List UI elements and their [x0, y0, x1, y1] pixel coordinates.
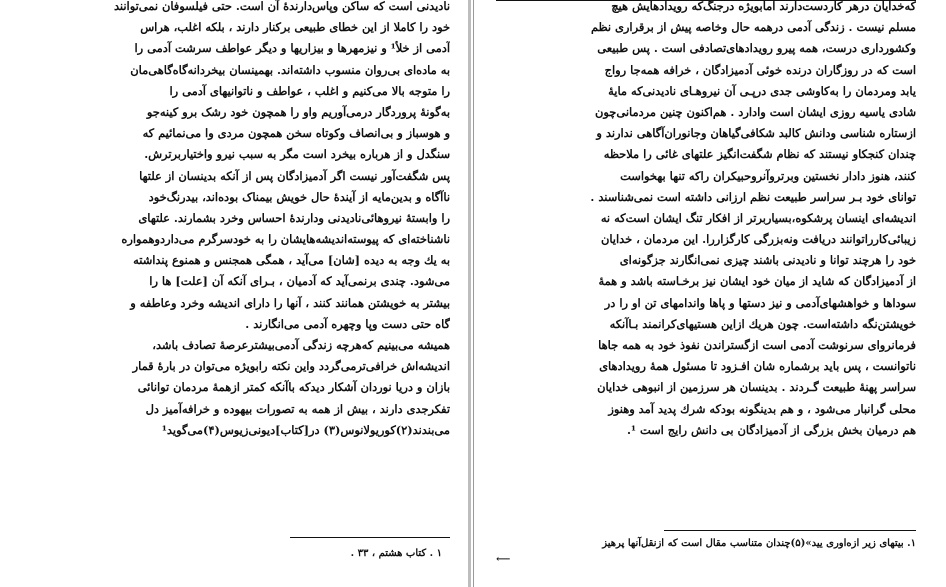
text-line: بازان و دریا نوردان آشکار دیدکه باآنکه کمتر ازهمهٔ مردمان توانائی [137, 380, 450, 395]
text-line: را وابستهٔ نیروهائی‌نادیدنی ودارندهٔ احساس وخرد بشمارند. علتهای [138, 210, 450, 225]
text-line: کنند، هنوز دادار نخستین وبرتروآنروحبیکران راکه تنها بهخواست [620, 168, 916, 183]
text-line: ناآگاه و بدین‌مایه از آیندهٔ حال خویش بیمناک بوده‌اند، بیدرنگ‌خود [148, 189, 450, 204]
text-line: ناشناخته‌ای که پیوسته‌اندیشه‌هایشان را به خودسرگرم می‌دارد‌وهمواره [121, 232, 450, 247]
text-line: چندان کنجکاو نیستند که نظام شگفت‌انگیز علتهای غائی را ملاحظه [603, 147, 916, 162]
text-line: اندیشه‌اش خرافی‌ترمی‌گردد واین نکته رابویژه می‌توان در بارهٔ قمار‌ [132, 359, 450, 374]
text-line: که‌خدایان درهر کاردست‌دارند امابویژه درجنگ‌که رویدادهایش هیچ [611, 0, 916, 13]
text-line: هم درمیان بخش بزرگی از آدمیزادگان بی دانش رایج است ¹. [627, 422, 916, 437]
text-line: ازستاره شناسی ودانش کالبد شکافی‌گیاهان وجانوران‌آگاهی ندارند و [596, 126, 916, 141]
text-line: زیبائی‌کارراتوانند دریافت و‌نه‌بزرگی کارگزاررا. این مردمان ، خدایان [600, 232, 916, 247]
text-line: سراسر پهنهٔ طبیعت گـردند . بدینسان هر سرزمین از انبوهی خدایان [597, 380, 916, 395]
text-line: اندیشه‌ای اینسان پرشکوه،بسیاربرتر از افکار تنگ ایشان است‌که نه [600, 210, 916, 225]
text-line: توانای خود بـر سراسر طبیعت نظم ارزانی داشته است نمی‌شناسند . [590, 189, 916, 204]
text-line: از آدمیزادگان که شاید از میان خود ایشان نیز برخـاسته باشد و همهٔ [598, 274, 916, 289]
text-line: وکشورداری درست، همه پیرو رویدادهای‌تصادفی است . پس طبیعی [597, 41, 916, 56]
text-line: یابد ومردمان را به‌کاوشی جدی درپـی آن نیروهـای نادیدنی‌که مایهٔ [608, 83, 916, 98]
text-line: بیشتر به خویشتن همانند کنند ، آنها را دارای اندیشه وخرد وعاطفه و [130, 295, 450, 310]
text-line: و هوسباز و بی‌انصاف وکوتاه سخن همچون مردی وا می‌نمائیم که [142, 126, 450, 141]
text-line: به‌گونهٔ پروردگار درمی‌آوریم واو را همچون خود رشک برو کینه‌جو [146, 104, 450, 119]
text-line: خود را کاملا از این خطای طبیعی برکنار دارند ، بلکه اغلب، هراس [140, 20, 450, 35]
right-body-text [496, 0, 916, 441]
continuation-arrow: ⟵ [496, 554, 511, 565]
text-line: به یك وجه به دیده [شان] می‌آید ، همگی همجنس و همنوع پنداشته [133, 253, 450, 268]
text-line: به ماده‌ای بی‌روان منسوب داشته‌اند. بهمینسان بیخردانه‌گاه‌گاهی‌مان [130, 62, 450, 77]
footnote-separator [290, 537, 450, 538]
text-line: خویشتن‌نگه داشته‌است. چون هریك ازاین هستیهای‌کرانمند بـاآنکه [609, 316, 916, 331]
right-footnote: ۱. بیتهای زیر ازه‌اوری یید»(۵)چندان متناسب مقال است که ازنقل‌آنها پرهیز [602, 538, 916, 549]
right-page [474, 0, 946, 587]
text-line: سوداها و خواهشهای‌آدمی و نیز دستها و پاها واندامهای تن او را در [604, 295, 916, 310]
text-line: آدمی از خلأ¹ و نیزمهرها و بیزاریها و دیگر عواطف سرشت آدمی را [134, 41, 450, 56]
text-line: می‌شود. چندی برنمی‌آید که آدمیان ، بـرای آنکه آن [علت] ها را [149, 274, 450, 289]
left-body-text [16, 0, 450, 441]
left-footnote: ۱ . کتاب هشتم ، ۳۳ . [350, 548, 442, 559]
text-line: خود را هرچند توانا و نادیدنی باشند چیزی نمی‌انگارند جزگونه‌ای [619, 253, 916, 268]
text-line: سنگدل و از هرباره بیخرد است مگر به سبب نیرو واختیاربرترش. [144, 147, 450, 162]
footnote-separator [664, 530, 916, 531]
text-line: را متوجه بالا می‌کنیم و اغلب ، عواطف و ناتوانیهای آدمی را [169, 83, 450, 98]
text-line: ناتوانست ، پس باید برشماره شان افـزود تا مسئول همهٔ رویدادهای [599, 359, 916, 374]
page-gutter [468, 0, 471, 587]
text-line: می‌بندند(۲)‌کوریولانوس(۳) در[کتاب]دیونی‌زیوس(۴)می‌گوید¹ [161, 422, 450, 437]
text-line: پس شگفت‌آور نیست اگر آدمیزادگان پس از آنکه بدینسان از علتها [139, 168, 450, 183]
text-line: شادی یاسیه روزی ایشان است وادارد . هم‌اکنون چنین مردمانی‌چون [595, 104, 916, 119]
text-line: فرمانروای سرنوشت آدمی است ازگستراندن نفوذ خود به همه جاها [598, 338, 916, 352]
text-line: همیشه می‌بینیم که‌هرچه زندگی آدمی‌بیشترعرصهٔ تصادف باشد، [152, 338, 450, 352]
left-page [0, 0, 472, 587]
text-line: نادیدنی است که ساکن وپاس‌دارندهٔ آن است. حتی فیلسوفان نمی‌توانند [113, 0, 450, 13]
text-line: تفکرجدی دارند ، بیش از همه به تصورات بیهوده و خرافه‌آمیز دل [145, 401, 450, 416]
text-line: است که در روزگاران درنده خوئی آدمیزادگان ، خرافه همه‌جا رواج [604, 62, 916, 77]
text-line: محلی گرانبار می‌شود ، و هم بدینگونه بودکه شرك پدید آمد وهنوز [608, 401, 916, 416]
text-line: مسلم نیست . زندگی آدمی درهمه حال وخاصه پیش از برقراری نظم [590, 20, 916, 35]
text-line: گاه حتی دست وپا وچهره آدمی می‌انگارند . [245, 316, 450, 331]
